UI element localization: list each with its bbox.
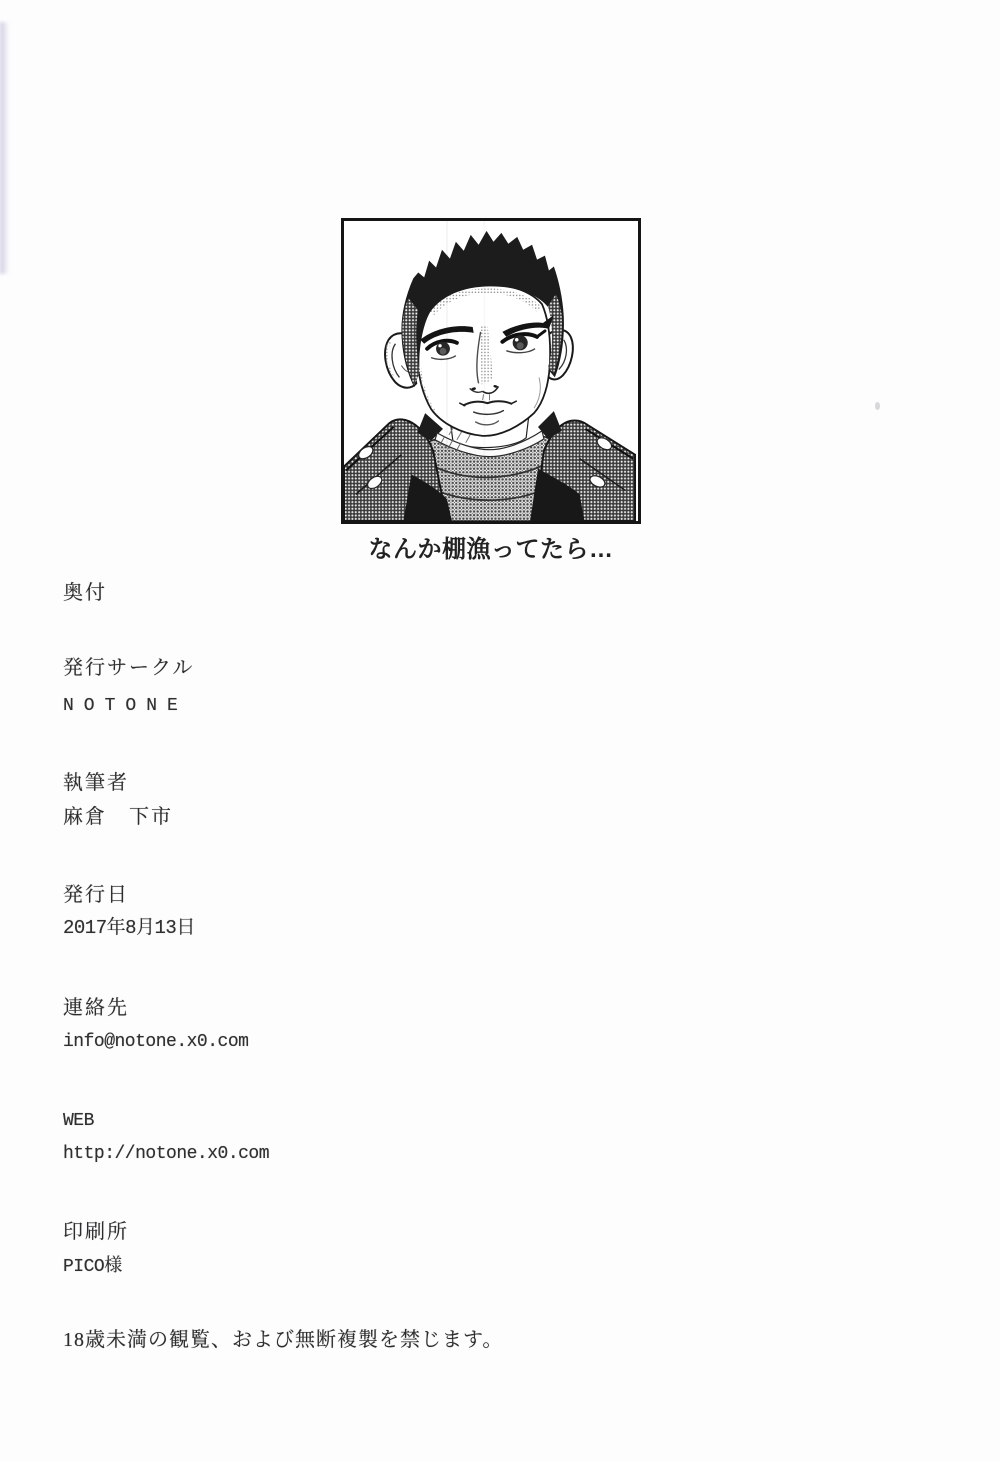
publisher-circle-label: 発行サークル bbox=[63, 657, 195, 679]
scan-speck-artifact bbox=[875, 402, 880, 410]
contact-label: 連絡先 bbox=[63, 997, 129, 1019]
portrait-illustration bbox=[344, 221, 638, 521]
web-label: WEB bbox=[63, 1111, 94, 1131]
author-value: 麻倉 下市 bbox=[63, 806, 173, 828]
printer-value: PICO様 bbox=[63, 1257, 122, 1277]
publication-date-label: 発行日 bbox=[63, 884, 129, 906]
portrait-caption: なんか棚漁ってたら… bbox=[368, 536, 614, 563]
web-url-value: http://notone.x0.com bbox=[63, 1144, 270, 1164]
scan-edge-artifact bbox=[0, 22, 9, 274]
portrait-frame bbox=[341, 218, 641, 524]
publisher-circle-value: NOTONE bbox=[63, 696, 188, 716]
publication-date-value: 2017年8月13日 bbox=[63, 917, 195, 939]
author-label: 執筆者 bbox=[63, 772, 129, 794]
colophon-title: 奥付 bbox=[63, 582, 107, 604]
contact-email-value: info@notone.x0.com bbox=[63, 1032, 249, 1052]
printer-label: 印刷所 bbox=[63, 1221, 129, 1243]
age-restriction-notice: 18歳未満の観覧、および無断複製を禁じます。 bbox=[63, 1329, 504, 1351]
